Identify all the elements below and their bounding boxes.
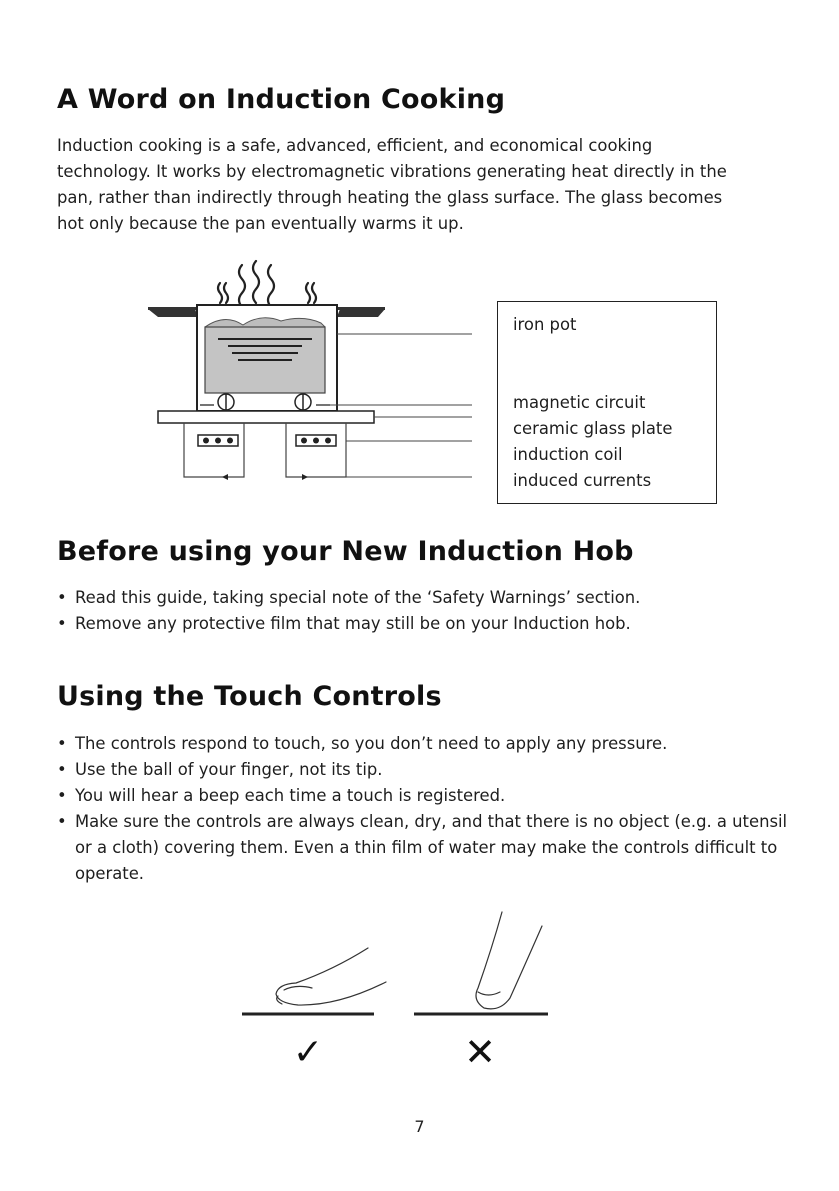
- wrong-cross-icon: ✕: [464, 1030, 496, 1074]
- legend-induction-coil: induction coil: [513, 445, 623, 464]
- intro-paragraph: [57, 133, 792, 237]
- induction-coil: [184, 423, 346, 477]
- legend-ceramic-glass-plate: ceramic glass plate: [513, 419, 673, 438]
- intro-line: technology. It works by electromagnetic vibrations generating heat directly in the: [57, 162, 727, 181]
- correct-check-icon: ✓: [292, 1032, 324, 1073]
- before-using-list: [57, 585, 797, 637]
- section-title-touch-controls: Using the Touch Controls: [57, 681, 442, 712]
- diagram-legend: [497, 301, 717, 504]
- list-item: • Use the ball of your finger, not its tip.: [57, 760, 383, 779]
- section-title-before-using: Before using your New Induction Hob: [57, 536, 634, 567]
- list-item: • Read this guide, taking special note of the ‘Safety Warnings’ section.: [57, 588, 641, 607]
- leader-lines: [330, 334, 472, 477]
- legend-iron-pot: iron pot: [513, 315, 577, 334]
- worktop: [337, 309, 385, 317]
- worktop: [148, 309, 198, 317]
- ceramic-glass-plate: [158, 411, 374, 423]
- intro-line: hot only because the pan eventually warms it up.: [57, 214, 464, 233]
- list-item: • Remove any protective film that may still be on your Induction hob.: [57, 614, 631, 633]
- induction-diagram: [140, 255, 480, 485]
- legend-induced-currents: induced currents: [513, 471, 652, 490]
- list-item: • You will hear a beep each time a touch is registered.: [57, 786, 506, 805]
- intro-line: Induction cooking is a safe, advanced, efficient, and economical cooking: [57, 136, 653, 155]
- heat-waves-icon: [218, 261, 316, 307]
- section-title-induction-cooking: A Word on Induction Cooking: [57, 84, 506, 115]
- touch-illustration: [238, 908, 558, 1023]
- list-item: • The controls respond to touch, so you don’t need to apply any pressure.: [57, 734, 668, 753]
- page-number: 7: [414, 1117, 425, 1136]
- finger-tip-icon: [476, 912, 542, 1009]
- touch-controls-list: [57, 731, 797, 887]
- iron-pot: [197, 305, 337, 411]
- intro-line: pan, rather than indirectly through heating the glass surface. The glass becomes: [57, 188, 723, 207]
- finger-flat-icon: [276, 948, 386, 1005]
- list-item: • Make sure the controls are always clean, dry, and that there is no object (e.g. a utensil or a cloth) covering them. Even a thin film of water may make the controls difficult to operate.: [57, 812, 788, 883]
- legend-magnetic-circuit: magnetic circuit: [513, 393, 646, 412]
